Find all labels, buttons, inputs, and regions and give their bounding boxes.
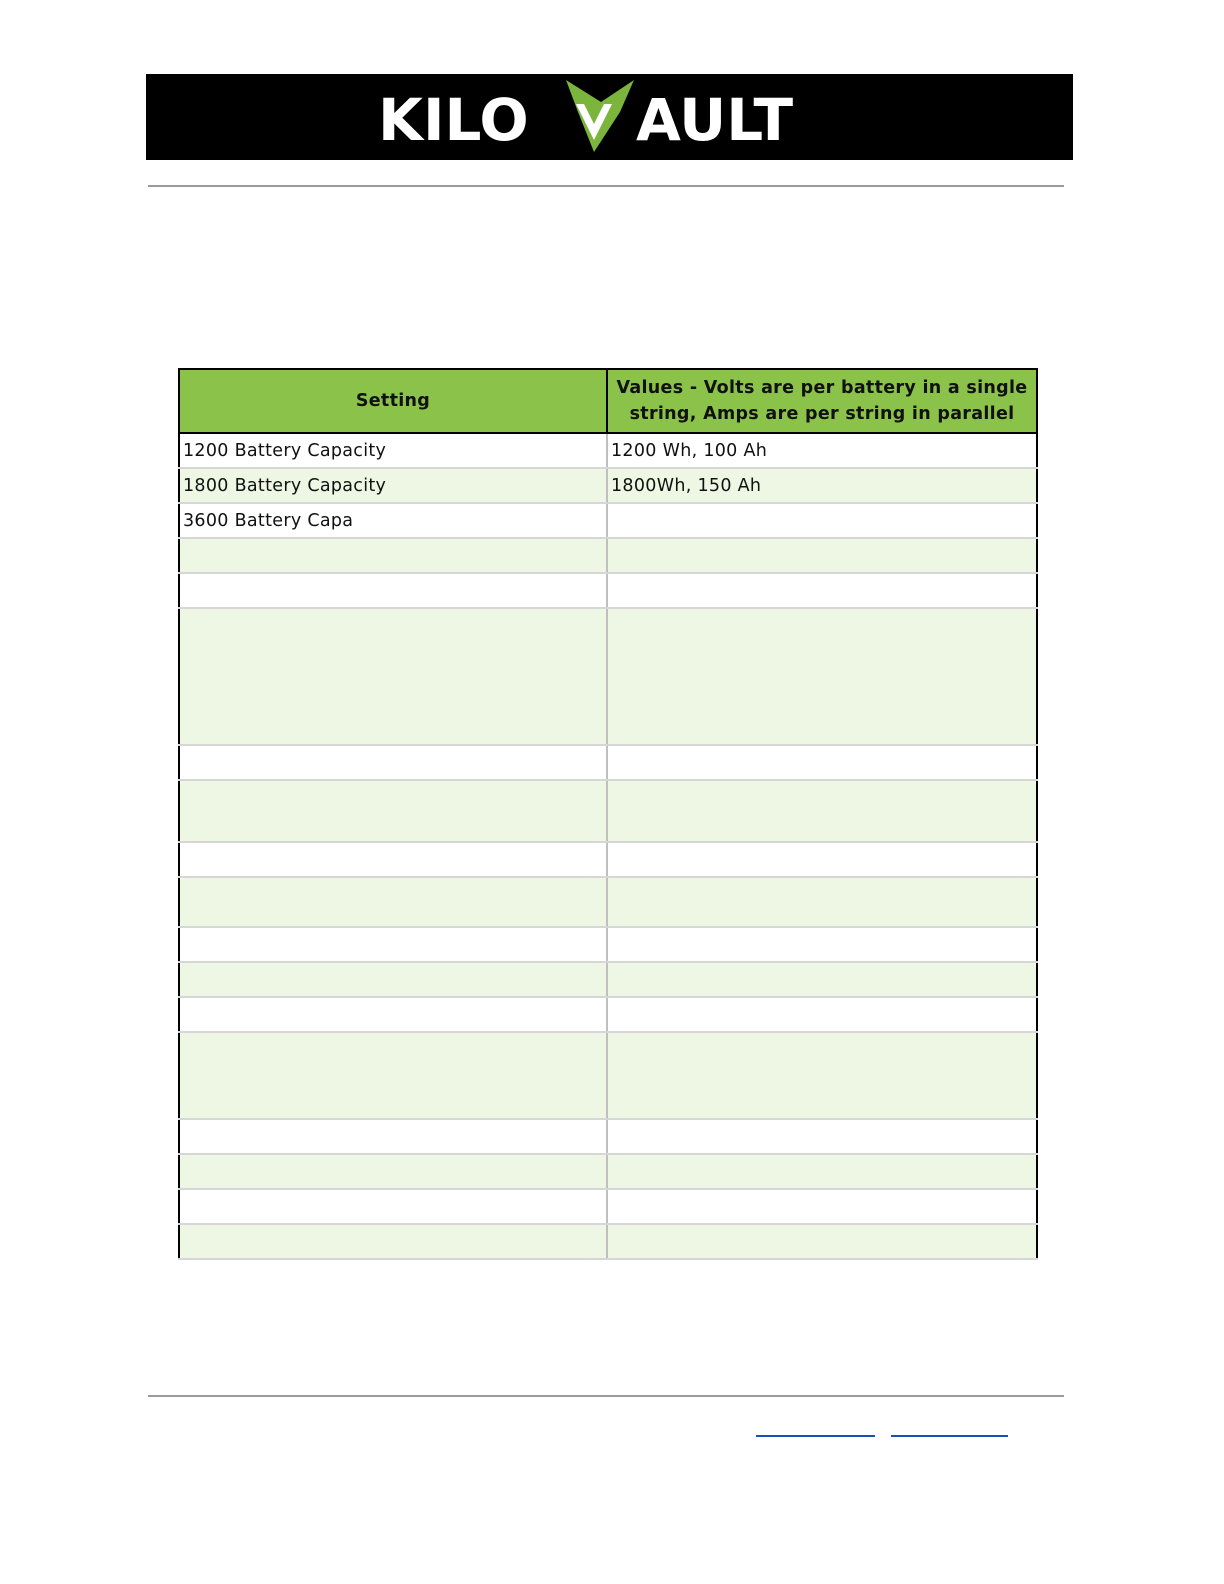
settings-table bbox=[178, 368, 1038, 1260]
value-cell bbox=[607, 573, 1037, 608]
setting-cell bbox=[179, 573, 607, 608]
setting-cell bbox=[179, 608, 607, 745]
value-cell bbox=[607, 1154, 1037, 1189]
table-row bbox=[179, 842, 1037, 877]
svg-text:KILO: KILO bbox=[378, 86, 529, 154]
value-cell bbox=[607, 538, 1037, 573]
value-cell bbox=[607, 927, 1037, 962]
value-cell bbox=[607, 1189, 1037, 1224]
value-cell bbox=[607, 780, 1037, 842]
header-divider bbox=[148, 185, 1064, 187]
value-cell bbox=[607, 842, 1037, 877]
table-row bbox=[179, 1224, 1037, 1259]
table-row bbox=[179, 433, 1037, 468]
setting-cell bbox=[179, 1224, 607, 1259]
setting-cell bbox=[179, 962, 607, 997]
table-row bbox=[179, 1032, 1037, 1119]
footer-link-1[interactable] bbox=[756, 1435, 875, 1437]
setting-cell: 1800 Battery Capacity bbox=[179, 468, 607, 503]
value-cell: 1800Wh, 150 Ah bbox=[607, 468, 1037, 503]
setting-cell: 1200 Battery Capacity bbox=[179, 433, 607, 468]
table-row bbox=[179, 608, 1037, 745]
setting-cell bbox=[179, 842, 607, 877]
column-header-values: Values - Volts are per battery in a single string, Amps are per string in parallel bbox=[607, 369, 1037, 433]
value-cell bbox=[607, 1224, 1037, 1259]
setting-cell bbox=[179, 745, 607, 780]
value-cell bbox=[607, 1119, 1037, 1154]
column-header-setting: Setting bbox=[179, 369, 607, 433]
kilovault-logo bbox=[146, 74, 1073, 160]
svg-text:AULT: AULT bbox=[636, 86, 794, 154]
table-row bbox=[179, 1189, 1037, 1224]
table-row bbox=[179, 780, 1037, 842]
value-cell bbox=[607, 1032, 1037, 1119]
value-cell bbox=[607, 877, 1037, 927]
header-banner bbox=[146, 74, 1073, 160]
value-cell bbox=[607, 503, 1037, 538]
setting-cell bbox=[179, 997, 607, 1032]
setting-cell bbox=[179, 877, 607, 927]
footer-divider bbox=[148, 1395, 1064, 1397]
table-row bbox=[179, 503, 1037, 538]
table-row bbox=[179, 573, 1037, 608]
value-cell bbox=[607, 997, 1037, 1032]
setting-cell: 3600 Battery Capa bbox=[179, 503, 607, 538]
value-cell: 1200 Wh, 100 Ah bbox=[607, 433, 1037, 468]
setting-cell bbox=[179, 927, 607, 962]
setting-cell bbox=[179, 538, 607, 573]
table-row bbox=[179, 1119, 1037, 1154]
setting-cell bbox=[179, 1032, 607, 1119]
table-row bbox=[179, 1154, 1037, 1189]
table-row bbox=[179, 927, 1037, 962]
table-row bbox=[179, 962, 1037, 997]
table-header-row bbox=[179, 369, 1037, 433]
footer-link-2[interactable] bbox=[891, 1435, 1008, 1437]
table-row bbox=[179, 745, 1037, 780]
setting-cell bbox=[179, 1119, 607, 1154]
value-cell bbox=[607, 745, 1037, 780]
table-row bbox=[179, 538, 1037, 573]
setting-cell bbox=[179, 780, 607, 842]
table-row bbox=[179, 877, 1037, 927]
table-row bbox=[179, 997, 1037, 1032]
setting-cell bbox=[179, 1189, 607, 1224]
value-cell bbox=[607, 608, 1037, 745]
setting-cell bbox=[179, 1154, 607, 1189]
value-cell bbox=[607, 962, 1037, 997]
table-row bbox=[179, 468, 1037, 503]
